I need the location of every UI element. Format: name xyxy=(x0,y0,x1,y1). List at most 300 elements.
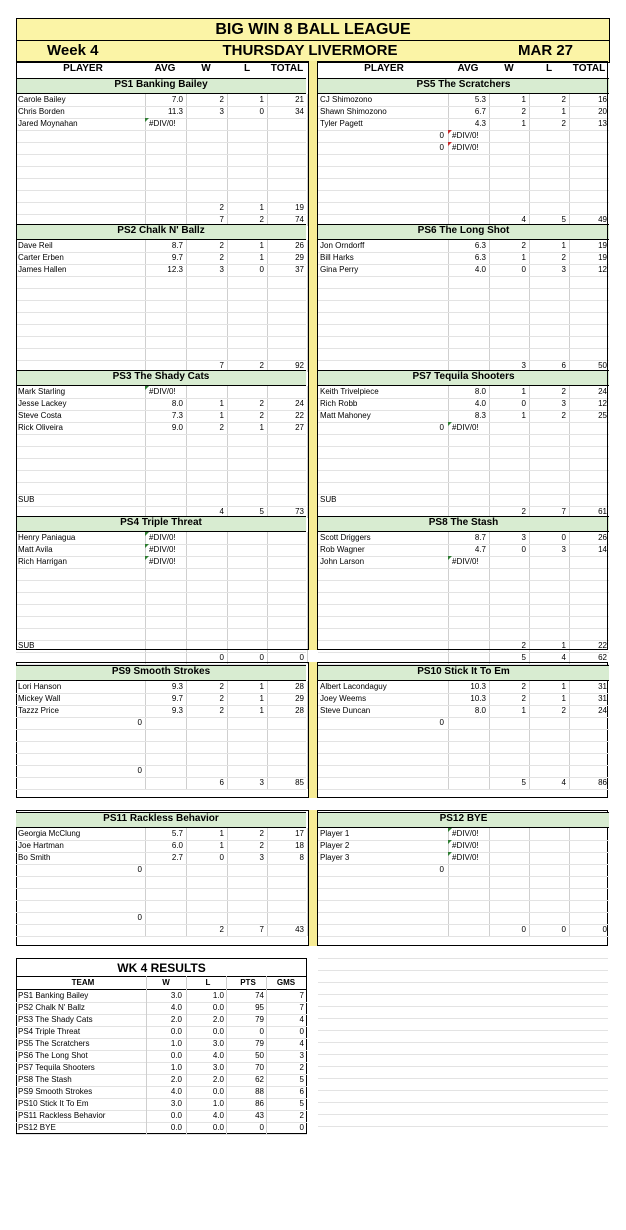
team-total-points: 0 xyxy=(299,653,304,662)
player-avg: 9.3 xyxy=(171,706,183,715)
grid-line xyxy=(448,681,449,789)
player-name: Chris Borden xyxy=(18,107,65,116)
player-total: 31 xyxy=(598,682,607,691)
player-wins: 2 xyxy=(219,706,224,715)
player-avg: #DIV/0! xyxy=(149,545,176,554)
results-team: PS7 Tequila Shooters xyxy=(18,1063,95,1072)
player-losses: 3 xyxy=(561,265,566,274)
zero-value: 0 xyxy=(439,423,444,432)
sub-label: SUB xyxy=(18,495,35,504)
player-wins: 1 xyxy=(219,399,224,408)
player-losses: 2 xyxy=(561,95,566,104)
player-wins: 1 xyxy=(521,253,526,262)
error-flag-icon xyxy=(448,840,452,844)
player-total: 18 xyxy=(295,841,304,850)
player-name: Steve Duncan xyxy=(320,706,371,715)
player-name: Tyler Pagett xyxy=(320,119,363,128)
grid-line xyxy=(318,1066,608,1067)
team-name: PS6 The Long Shot xyxy=(417,225,510,236)
team-total-losses: 2 xyxy=(259,215,264,224)
player-wins: 2 xyxy=(219,253,224,262)
results-value: 2.0 xyxy=(170,1075,182,1084)
player-losses: 0 xyxy=(259,265,264,274)
col-w-right: W xyxy=(504,63,514,74)
team-name: PS8 The Stash xyxy=(428,517,499,528)
player-total: 13 xyxy=(598,119,607,128)
player-total: 24 xyxy=(598,387,607,396)
grid-line xyxy=(318,1030,608,1031)
results-value: 7 xyxy=(299,991,304,1000)
player-losses: 1 xyxy=(561,107,566,116)
player-wins: 2 xyxy=(219,682,224,691)
player-avg: #DIV/0! xyxy=(149,533,176,542)
center-divider xyxy=(308,810,318,946)
player-losses: 3 xyxy=(561,399,566,408)
grid-line xyxy=(145,681,146,789)
team-total-wins: 0 xyxy=(521,925,526,934)
team-total-losses: 2 xyxy=(259,361,264,370)
grid-line xyxy=(569,828,570,936)
player-name: Mark Starling xyxy=(18,387,66,396)
player-name: John Larson xyxy=(320,557,365,566)
team-total-points: 74 xyxy=(295,215,304,224)
col-total-right: TOTAL xyxy=(572,63,606,74)
team-name: PS11 Rackless Behavior xyxy=(103,813,219,824)
grid-line xyxy=(318,1018,608,1019)
player-total: 21 xyxy=(295,95,304,104)
player-wins: 0 xyxy=(521,399,526,408)
player-losses: 1 xyxy=(259,95,264,104)
player-avg: 11.3 xyxy=(168,107,183,116)
player-losses: 2 xyxy=(561,706,566,715)
player-losses: 2 xyxy=(561,411,566,420)
center-divider xyxy=(308,662,318,798)
team-total-wins: 3 xyxy=(521,361,526,370)
player-total: 25 xyxy=(598,411,607,420)
player-wins: 1 xyxy=(219,829,224,838)
player-wins: 2 xyxy=(219,694,224,703)
results-value: 1.0 xyxy=(212,991,224,1000)
results-col-gms: GMS xyxy=(276,978,296,987)
player-name: Carter Erben xyxy=(18,253,64,262)
col-avg-right: AVG xyxy=(457,63,479,74)
player-name: Jesse Lackey xyxy=(18,399,67,408)
grid-line xyxy=(318,1114,608,1115)
grid-line xyxy=(318,1054,608,1055)
player-avg: 8.7 xyxy=(171,241,183,250)
results-value: 62 xyxy=(255,1075,264,1084)
grid-line xyxy=(529,828,530,936)
player-avg: 6.7 xyxy=(474,107,486,116)
grid-line xyxy=(318,753,609,754)
results-value: 0.0 xyxy=(212,1087,224,1096)
zero-value: 0 xyxy=(137,718,142,727)
player-losses: 1 xyxy=(259,423,264,432)
results-value: 4.0 xyxy=(170,1087,182,1096)
results-title: WK 4 RESULTS xyxy=(117,961,206,975)
results-value: 2.0 xyxy=(212,1075,224,1084)
grid-line xyxy=(318,994,608,995)
grid-line xyxy=(489,828,490,936)
team-total-points: 73 xyxy=(295,507,304,516)
results-value: 2 xyxy=(299,1111,304,1120)
grid-line xyxy=(318,717,609,718)
results-value: 4 xyxy=(299,1039,304,1048)
player-avg: 7.0 xyxy=(171,95,183,104)
team-total-losses: 3 xyxy=(259,778,264,787)
player-wins: 0 xyxy=(521,265,526,274)
player-name: Albert Lacondaguy xyxy=(320,682,387,691)
player-losses: 3 xyxy=(561,545,566,554)
player-total: 28 xyxy=(295,682,304,691)
player-name: Carole Bailey xyxy=(18,95,66,104)
team-total-losses: 6 xyxy=(561,361,566,370)
results-value: 0 xyxy=(299,1027,304,1036)
player-avg: 9.7 xyxy=(171,694,183,703)
player-wins: 2 xyxy=(521,682,526,691)
team-total-points: 49 xyxy=(598,215,607,224)
player-losses: 1 xyxy=(259,241,264,250)
player-avg: #DIV/0! xyxy=(452,853,479,862)
player-wins: 2 xyxy=(219,423,224,432)
player-total: 28 xyxy=(295,706,304,715)
team-name: PS7 Tequila Shooters xyxy=(412,371,515,382)
player-name: Player 2 xyxy=(320,841,350,850)
grid-line xyxy=(16,1134,307,1135)
team-total-wins: 5 xyxy=(521,653,526,662)
team-name: PS12 BYE xyxy=(439,813,488,824)
results-value: 0 xyxy=(299,1123,304,1132)
grid-line xyxy=(318,1006,608,1007)
error-value: #DIV/0! xyxy=(452,423,479,432)
grid-line xyxy=(16,741,306,742)
player-name: Keith Trivelpiece xyxy=(320,387,379,396)
grid-line xyxy=(16,936,306,937)
team-total-wins: 2 xyxy=(521,507,526,516)
results-value: 43 xyxy=(255,1111,264,1120)
player-avg: #DIV/0! xyxy=(149,119,176,128)
player-total: 19 xyxy=(598,241,607,250)
grid-line xyxy=(16,717,306,718)
player-name: Tazzz Price xyxy=(18,706,59,715)
results-value: 4.0 xyxy=(212,1051,224,1060)
player-losses: 1 xyxy=(561,241,566,250)
team-total-wins: 7 xyxy=(219,215,224,224)
col-w-left: W xyxy=(201,63,211,74)
player-wins: 1 xyxy=(521,411,526,420)
player-wins: 2 xyxy=(521,241,526,250)
grid-line xyxy=(146,976,147,1134)
team-total-wins: 0 xyxy=(219,653,224,662)
player-name: Gina Perry xyxy=(320,265,359,274)
player-name: Dave Reil xyxy=(18,241,53,250)
player-losses: 2 xyxy=(259,399,264,408)
results-team: PS5 The Scratchers xyxy=(18,1039,90,1048)
player-avg: 6.3 xyxy=(474,241,486,250)
results-value: 79 xyxy=(255,1015,264,1024)
grid-line xyxy=(318,741,609,742)
zero-value: 0 xyxy=(439,143,444,152)
player-total: 29 xyxy=(295,694,304,703)
results-value: 4.0 xyxy=(170,1003,182,1012)
player-losses: 2 xyxy=(561,387,566,396)
results-value: 0.0 xyxy=(170,1123,182,1132)
player-losses: 0 xyxy=(259,107,264,116)
player-wins: 1 xyxy=(521,95,526,104)
player-name: Rich Harrigan xyxy=(18,557,67,566)
player-avg: #DIV/0! xyxy=(149,387,176,396)
player-total: 22 xyxy=(295,411,304,420)
results-team: PS9 Smooth Strokes xyxy=(18,1087,93,1096)
player-wins: 0 xyxy=(219,853,224,862)
player-wins: 2 xyxy=(521,107,526,116)
results-value: 95 xyxy=(255,1003,264,1012)
grid-line xyxy=(318,864,609,865)
results-value: 1.0 xyxy=(212,1099,224,1108)
player-total: 26 xyxy=(598,533,607,542)
results-value: 3.0 xyxy=(212,1063,224,1072)
grid-line xyxy=(16,888,306,889)
player-total: 31 xyxy=(598,694,607,703)
results-value: 74 xyxy=(255,991,264,1000)
team-total-losses: 4 xyxy=(561,778,566,787)
player-total: 27 xyxy=(295,423,304,432)
player-name: Rick Oliveira xyxy=(18,423,63,432)
team-total-losses: 0 xyxy=(561,925,566,934)
player-losses: 2 xyxy=(561,253,566,262)
team-total-losses: 5 xyxy=(561,215,566,224)
player-name: Shawn Shimozono xyxy=(320,107,387,116)
col-l-left: L xyxy=(243,63,251,74)
week-label: Week 4 xyxy=(47,42,99,59)
player-name: CJ Shimozono xyxy=(320,95,373,104)
grid-line xyxy=(318,1090,608,1091)
player-total: 24 xyxy=(598,706,607,715)
player-name: Lori Hanson xyxy=(18,682,62,691)
player-total: 29 xyxy=(295,253,304,262)
player-name: Bo Smith xyxy=(18,853,51,862)
player-losses: 2 xyxy=(259,411,264,420)
team-total-wins: 4 xyxy=(219,507,224,516)
player-name: Rob Wagner xyxy=(320,545,365,554)
sub-losses: 1 xyxy=(561,641,566,650)
grid-line xyxy=(16,789,306,790)
grid-line xyxy=(16,900,306,901)
sub-total: 22 xyxy=(598,641,607,650)
player-losses: 0 xyxy=(561,533,566,542)
results-team: PS12 BYE xyxy=(18,1123,56,1132)
grid-line xyxy=(186,976,187,1134)
results-value: 3 xyxy=(299,1051,304,1060)
team-total-points: 61 xyxy=(598,507,607,516)
team-name: PS5 The Scratchers xyxy=(416,79,511,90)
results-team: PS3 The Shady Cats xyxy=(18,1015,93,1024)
grid-line xyxy=(16,729,306,730)
col-player-left: PLAYER xyxy=(63,63,103,74)
player-avg: 4.7 xyxy=(474,545,486,554)
error-value: #DIV/0! xyxy=(452,143,479,152)
player-losses: 2 xyxy=(561,119,566,128)
team-total-points: 50 xyxy=(598,361,607,370)
grid-line xyxy=(318,1078,608,1079)
results-value: 5 xyxy=(299,1075,304,1084)
player-avg: 4.0 xyxy=(474,399,486,408)
grid-line xyxy=(226,976,227,1134)
player-avg: 4.3 xyxy=(474,119,486,128)
player-avg: 8.0 xyxy=(474,387,486,396)
player-name: Georgia McClung xyxy=(18,829,81,838)
player-wins: 0 xyxy=(521,545,526,554)
sub-losses: 1 xyxy=(259,203,264,212)
player-avg: 6.3 xyxy=(474,253,486,262)
error-flag-icon xyxy=(448,828,452,832)
grid-line xyxy=(318,958,608,959)
col-total-left: TOTAL xyxy=(270,63,304,74)
grid-line xyxy=(16,753,306,754)
team-total-points: 92 xyxy=(295,361,304,370)
player-wins: 1 xyxy=(219,411,224,420)
results-team: PS10 Stick It To Em xyxy=(18,1099,89,1108)
grid-line xyxy=(318,876,609,877)
grid-line xyxy=(266,976,267,1134)
grid-line xyxy=(16,765,306,766)
results-col-team: TEAM xyxy=(71,978,95,987)
team-name: PS9 Smooth Strokes xyxy=(111,666,211,677)
team-name: PS2 Chalk N' Ballz xyxy=(117,225,205,236)
player-avg: #DIV/0! xyxy=(452,829,479,838)
col-l-right: L xyxy=(545,63,553,74)
results-value: 0 xyxy=(259,1027,264,1036)
player-avg: 12.3 xyxy=(167,265,183,274)
player-total: 12 xyxy=(598,399,607,408)
results-value: 2 xyxy=(299,1063,304,1072)
results-value: 50 xyxy=(255,1051,264,1060)
team-total-points: 86 xyxy=(598,778,607,787)
results-col-w: W xyxy=(162,978,170,987)
sub-wins: 2 xyxy=(219,203,224,212)
player-name: Scott Driggers xyxy=(320,533,371,542)
player-avg: 2.7 xyxy=(171,853,183,862)
grid-line xyxy=(318,900,609,901)
zero-value: 0 xyxy=(137,865,142,874)
grid-line xyxy=(318,970,608,971)
results-value: 1.0 xyxy=(170,1039,182,1048)
results-value: 4.0 xyxy=(212,1111,224,1120)
player-wins: 1 xyxy=(521,387,526,396)
player-wins: 1 xyxy=(521,706,526,715)
zero-value: 0 xyxy=(137,913,142,922)
error-flag-icon xyxy=(448,852,452,856)
player-avg: 7.3 xyxy=(171,411,183,420)
sub-label: SUB xyxy=(320,495,337,504)
grid-line xyxy=(448,828,449,936)
player-avg: #DIV/0! xyxy=(452,557,479,566)
player-avg: 6.0 xyxy=(171,841,183,850)
player-name: Player 3 xyxy=(320,853,350,862)
player-total: 24 xyxy=(295,399,304,408)
team-name: PS1 Banking Bailey xyxy=(114,79,208,90)
results-team: PS2 Chalk N' Ballz xyxy=(18,1003,85,1012)
results-value: 2.0 xyxy=(212,1015,224,1024)
player-name: Matt Avila xyxy=(18,545,53,554)
grid-line xyxy=(16,864,306,865)
team-name: PS3 The Shady Cats xyxy=(112,371,210,382)
results-value: 88 xyxy=(255,1087,264,1096)
results-team: PS8 The Stash xyxy=(18,1075,72,1084)
player-wins: 1 xyxy=(521,119,526,128)
team-total-wins: 7 xyxy=(219,361,224,370)
zero-value: 0 xyxy=(439,131,444,140)
results-value: 5 xyxy=(299,1099,304,1108)
team-total-losses: 5 xyxy=(259,507,264,516)
player-total: 19 xyxy=(598,253,607,262)
results-value: 0.0 xyxy=(212,1123,224,1132)
player-total: 12 xyxy=(598,265,607,274)
sub-label: SUB xyxy=(18,641,35,650)
player-name: Rich Robb xyxy=(320,399,358,408)
team-total-losses: 7 xyxy=(561,507,566,516)
results-value: 6 xyxy=(299,1087,304,1096)
results-col-l: L xyxy=(205,978,211,987)
results-value: 0.0 xyxy=(170,1051,182,1060)
player-name: Bill Harks xyxy=(320,253,354,262)
player-name: Henry Paniagua xyxy=(18,533,76,542)
player-losses: 1 xyxy=(259,706,264,715)
grid-line xyxy=(318,1126,608,1127)
results-value: 70 xyxy=(255,1063,264,1072)
col-avg-left: AVG xyxy=(154,63,176,74)
player-name: Steve Costa xyxy=(18,411,62,420)
team-name: PS4 Triple Threat xyxy=(120,517,202,528)
results-value: 0.0 xyxy=(212,1027,224,1036)
date-label: MAR 27 xyxy=(518,42,574,59)
player-avg: 9.7 xyxy=(171,253,183,262)
zero-value: 0 xyxy=(439,865,444,874)
results-team: PS6 The Long Shot xyxy=(18,1051,88,1060)
player-losses: 1 xyxy=(259,694,264,703)
team-total-points: 62 xyxy=(598,653,607,662)
results-value: 1.0 xyxy=(170,1063,182,1072)
player-avg: 9.3 xyxy=(171,682,183,691)
player-losses: 3 xyxy=(259,853,264,862)
player-avg: #DIV/0! xyxy=(452,841,479,850)
results-value: 86 xyxy=(255,1099,264,1108)
player-total: 16 xyxy=(598,95,607,104)
zero-value: 0 xyxy=(439,718,444,727)
grid-line xyxy=(318,936,609,937)
player-avg: 8.0 xyxy=(474,706,486,715)
player-name: Matt Mahoney xyxy=(320,411,371,420)
player-wins: 3 xyxy=(521,533,526,542)
results-col-pts: PTS xyxy=(240,978,256,987)
team-total-points: 43 xyxy=(295,925,304,934)
team-total-losses: 0 xyxy=(259,653,264,662)
player-avg: 5.7 xyxy=(171,829,183,838)
player-losses: 2 xyxy=(259,841,264,850)
results-value: 4 xyxy=(299,1015,304,1024)
zero-value: 0 xyxy=(137,766,142,775)
results-value: 3.0 xyxy=(170,1099,182,1108)
sub-total: 19 xyxy=(295,203,304,212)
grid-line xyxy=(318,729,609,730)
player-total: 8 xyxy=(299,853,304,862)
player-name: Joe Hartman xyxy=(18,841,64,850)
grid-line xyxy=(318,912,609,913)
results-value: 3.0 xyxy=(170,991,182,1000)
team-total-wins: 5 xyxy=(521,778,526,787)
player-total: 34 xyxy=(295,107,304,116)
team-total-wins: 2 xyxy=(219,925,224,934)
